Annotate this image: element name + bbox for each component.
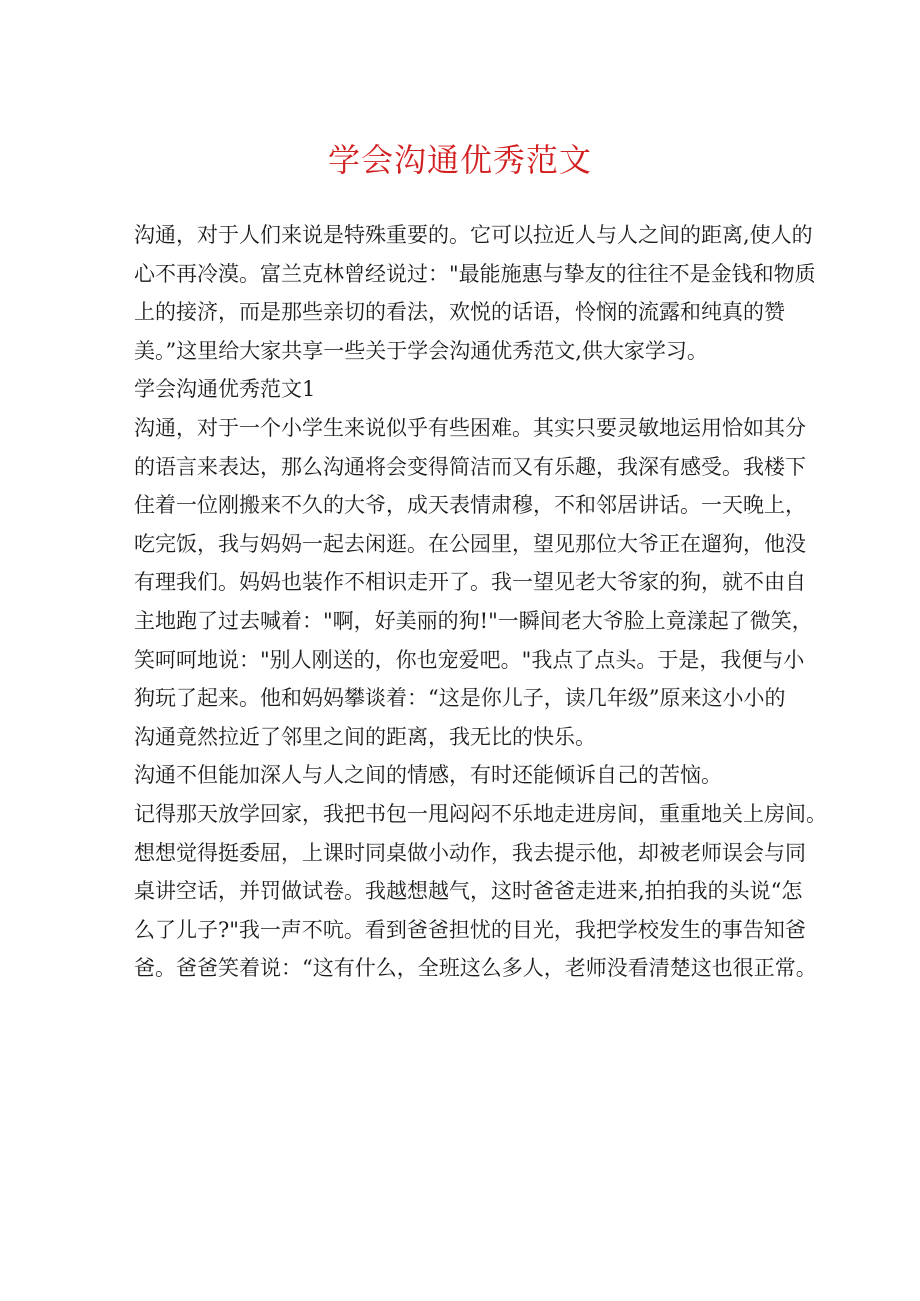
text-line: 美。”这里给大家共享一些关于学会沟通优秀范文,供大家学习。 [134,338,708,363]
document-body [134,216,827,988]
text-line: 沟通竟然拉近了邻里之间的距离，我无比的快乐。 [134,724,596,749]
text-line: 上的接济，而是那些亲切的看法，欢悦的话语，怜悯的流露和纯真的赞 [134,300,785,325]
text-line: 想想觉得挺委屈，上课时同桌做小动作，我去提示他，却被老师误会与同 [134,840,806,865]
text-line: 桌讲空话，并罚做试卷。我越想越气，这时爸爸走进来,拍拍我的头说“怎 [134,879,803,904]
document-title: 学会沟通优秀范文 [327,141,592,179]
text-line: 笑呵呵地说："别人刚送的，你也宠爱吧。"我点了点头。于是，我便与小 [134,647,805,672]
text-line: 沟通，对于人们来说是特殊重要的。它可以拉近人与人之间的距离,使人的 [134,223,813,247]
text-line: 爸。爸爸笑着说：“这有什么，全班这么多人，老师没看清楚这也很正常。 [134,956,817,981]
text-line: 记得那天放学回家，我把书包一甩闷闷不乐地走进房间，重重地关上房间。 [134,801,827,826]
text-line: 主地跑了过去喊着："啊，好美丽的狗!"一瞬间老大爷脸上竟漾起了微笑， [134,608,813,633]
text-line: 心不再冷漠。富兰克林曾经说过："最能施惠与挚友的往往不是金钱和物质 [134,261,816,286]
text-line: 么了儿子?"我一声不吭。看到爸爸担忧的目光，我把学校发生的事告知爸 [134,917,806,942]
text-line: 的语言来表达，那么沟通将会变得简洁而又有乐趣，我深有感受。我楼下 [134,454,806,479]
text-line: 沟通不但能加深人与人之间的情感，有时还能倾诉自己的苦恼。 [134,763,722,788]
text-line: 有理我们。妈妈也装作不相识走开了。我一望见老大爷家的狗，就不由自 [134,570,806,595]
text-line: 住着一位刚搬来不久的大爷，成天表情肃穆，不和邻居讲话。一天晚上， [134,493,806,518]
text-line: 吃完饭，我与妈妈一起去闲逛。在公园里，望见那位大爷正在遛狗，他没 [134,531,806,556]
text-line: 沟通，对于一个小学生来说似乎有些困难。其实只要灵敏地运用恰如其分 [134,415,806,440]
section-heading: 学会沟通优秀范文1 [134,377,316,402]
text-line: 狗玩了起来。他和妈妈攀谈着：“这是你儿子，读几年级”原来这小小的 [134,686,786,711]
